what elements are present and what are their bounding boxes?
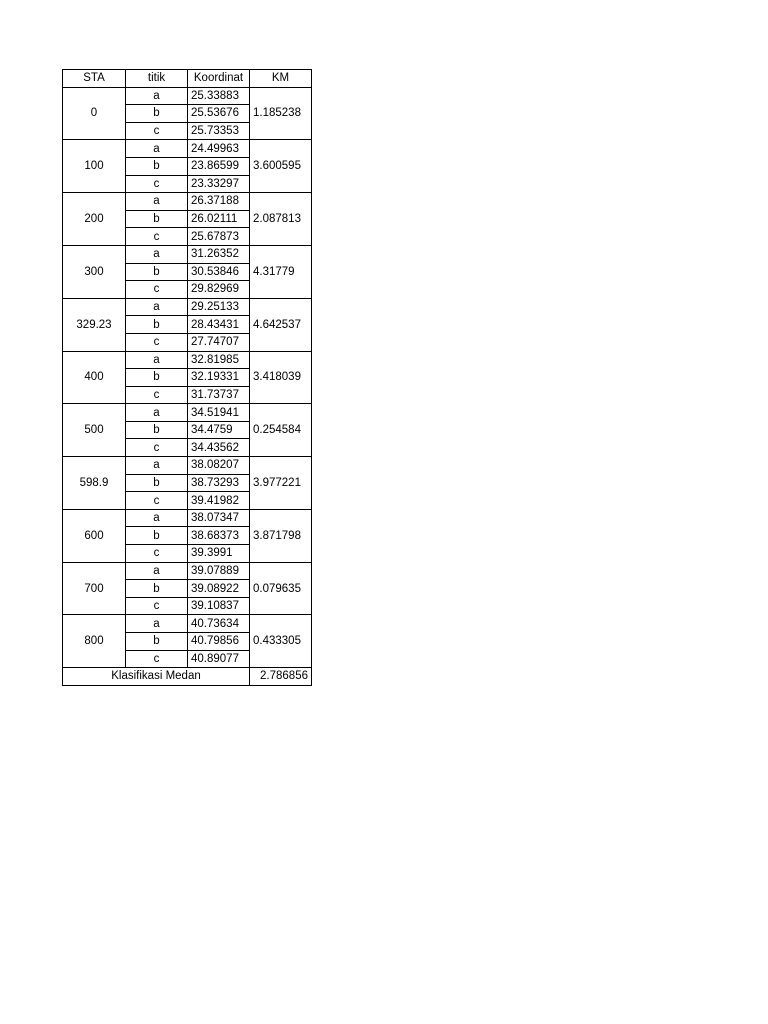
koordinat-cell: 32.81985 bbox=[188, 351, 250, 369]
koordinat-cell: 25.53676 bbox=[188, 105, 250, 123]
km-cell: 0.079635 bbox=[250, 562, 312, 615]
klasifikasi-label: Klasifikasi Medan bbox=[63, 668, 250, 686]
koordinat-cell: 31.26352 bbox=[188, 245, 250, 263]
sta-cell: 329.23 bbox=[63, 298, 126, 351]
koordinat-cell: 34.43562 bbox=[188, 439, 250, 457]
titik-cell: a bbox=[126, 509, 188, 527]
titik-cell: b bbox=[126, 210, 188, 228]
data-table bbox=[62, 69, 312, 686]
table-row bbox=[63, 193, 312, 211]
titik-cell: c bbox=[126, 281, 188, 299]
titik-cell: b bbox=[126, 316, 188, 334]
koordinat-cell: 24.49963 bbox=[188, 140, 250, 158]
titik-cell: b bbox=[126, 633, 188, 651]
titik-cell: c bbox=[126, 333, 188, 351]
table-row bbox=[63, 404, 312, 422]
sta-cell: 500 bbox=[63, 404, 126, 457]
table-row bbox=[63, 140, 312, 158]
table-row bbox=[63, 351, 312, 369]
sta-cell: 100 bbox=[63, 140, 126, 193]
koordinat-cell: 31.73737 bbox=[188, 386, 250, 404]
koordinat-cell: 34.4759 bbox=[188, 421, 250, 439]
koordinat-cell: 26.37188 bbox=[188, 193, 250, 211]
titik-cell: b bbox=[126, 421, 188, 439]
table-row bbox=[63, 298, 312, 316]
table-row bbox=[63, 457, 312, 475]
header-sta: STA bbox=[63, 70, 126, 88]
koordinat-cell: 40.89077 bbox=[188, 650, 250, 668]
titik-cell: b bbox=[126, 527, 188, 545]
table-row bbox=[63, 615, 312, 633]
titik-cell: c bbox=[126, 175, 188, 193]
titik-cell: a bbox=[126, 193, 188, 211]
titik-cell: b bbox=[126, 105, 188, 123]
table-body bbox=[63, 87, 312, 668]
titik-cell: b bbox=[126, 369, 188, 387]
km-cell: 3.600595 bbox=[250, 140, 312, 193]
sta-cell: 200 bbox=[63, 193, 126, 246]
km-cell: 1.185238 bbox=[250, 87, 312, 140]
koordinat-cell: 28.43431 bbox=[188, 316, 250, 334]
koordinat-cell: 25.33883 bbox=[188, 87, 250, 105]
titik-cell: c bbox=[126, 545, 188, 563]
header-row bbox=[63, 70, 312, 88]
koordinat-cell: 34.51941 bbox=[188, 404, 250, 422]
km-cell: 0.433305 bbox=[250, 615, 312, 668]
table-row bbox=[63, 562, 312, 580]
titik-cell: a bbox=[126, 87, 188, 105]
koordinat-cell: 38.07347 bbox=[188, 509, 250, 527]
koordinat-cell: 25.67873 bbox=[188, 228, 250, 246]
titik-cell: c bbox=[126, 439, 188, 457]
km-cell: 4.642537 bbox=[250, 298, 312, 351]
km-cell: 0.254584 bbox=[250, 404, 312, 457]
koordinat-cell: 30.53846 bbox=[188, 263, 250, 281]
table-row bbox=[63, 245, 312, 263]
koordinat-cell: 39.3991 bbox=[188, 545, 250, 563]
table-row bbox=[63, 87, 312, 105]
titik-cell: c bbox=[126, 597, 188, 615]
sta-cell: 0 bbox=[63, 87, 126, 140]
koordinat-cell: 39.08922 bbox=[188, 580, 250, 598]
koordinat-cell: 23.33297 bbox=[188, 175, 250, 193]
titik-cell: c bbox=[126, 492, 188, 510]
sta-cell: 300 bbox=[63, 245, 126, 298]
titik-cell: b bbox=[126, 263, 188, 281]
koordinat-cell: 38.08207 bbox=[188, 457, 250, 475]
koordinat-cell: 23.86599 bbox=[188, 157, 250, 175]
koordinat-cell: 40.73634 bbox=[188, 615, 250, 633]
koordinat-cell: 40.79856 bbox=[188, 633, 250, 651]
koordinat-cell: 39.10837 bbox=[188, 597, 250, 615]
titik-cell: a bbox=[126, 245, 188, 263]
klasifikasi-value: 2.786856 bbox=[250, 668, 312, 686]
sta-cell: 400 bbox=[63, 351, 126, 404]
header-km: KM bbox=[250, 70, 312, 88]
koordinat-cell: 25.73353 bbox=[188, 122, 250, 140]
titik-cell: a bbox=[126, 351, 188, 369]
titik-cell: c bbox=[126, 386, 188, 404]
titik-cell: a bbox=[126, 298, 188, 316]
header-koordinat: Koordinat bbox=[188, 70, 250, 88]
titik-cell: c bbox=[126, 122, 188, 140]
koordinat-cell: 29.82969 bbox=[188, 281, 250, 299]
footer-row bbox=[63, 668, 312, 686]
koordinat-cell: 39.41982 bbox=[188, 492, 250, 510]
sta-cell: 800 bbox=[63, 615, 126, 668]
sta-cell: 598.9 bbox=[63, 457, 126, 510]
koordinat-cell: 26.02111 bbox=[188, 210, 250, 228]
koordinat-cell: 39.07889 bbox=[188, 562, 250, 580]
titik-cell: a bbox=[126, 615, 188, 633]
sta-cell: 600 bbox=[63, 509, 126, 562]
header-titik: titik bbox=[126, 70, 188, 88]
titik-cell: a bbox=[126, 562, 188, 580]
sta-cell: 700 bbox=[63, 562, 126, 615]
titik-cell: c bbox=[126, 228, 188, 246]
km-cell: 3.871798 bbox=[250, 509, 312, 562]
koordinat-cell: 29.25133 bbox=[188, 298, 250, 316]
titik-cell: b bbox=[126, 474, 188, 492]
titik-cell: c bbox=[126, 650, 188, 668]
km-cell: 4.31779 bbox=[250, 245, 312, 298]
titik-cell: a bbox=[126, 457, 188, 475]
titik-cell: b bbox=[126, 580, 188, 598]
km-cell: 3.418039 bbox=[250, 351, 312, 404]
titik-cell: b bbox=[126, 157, 188, 175]
koordinat-cell: 38.68373 bbox=[188, 527, 250, 545]
table-row bbox=[63, 509, 312, 527]
km-cell: 2.087813 bbox=[250, 193, 312, 246]
koordinat-cell: 27.74707 bbox=[188, 333, 250, 351]
koordinat-cell: 38.73293 bbox=[188, 474, 250, 492]
titik-cell: a bbox=[126, 404, 188, 422]
koordinat-cell: 32.19331 bbox=[188, 369, 250, 387]
km-cell: 3.977221 bbox=[250, 457, 312, 510]
titik-cell: a bbox=[126, 140, 188, 158]
